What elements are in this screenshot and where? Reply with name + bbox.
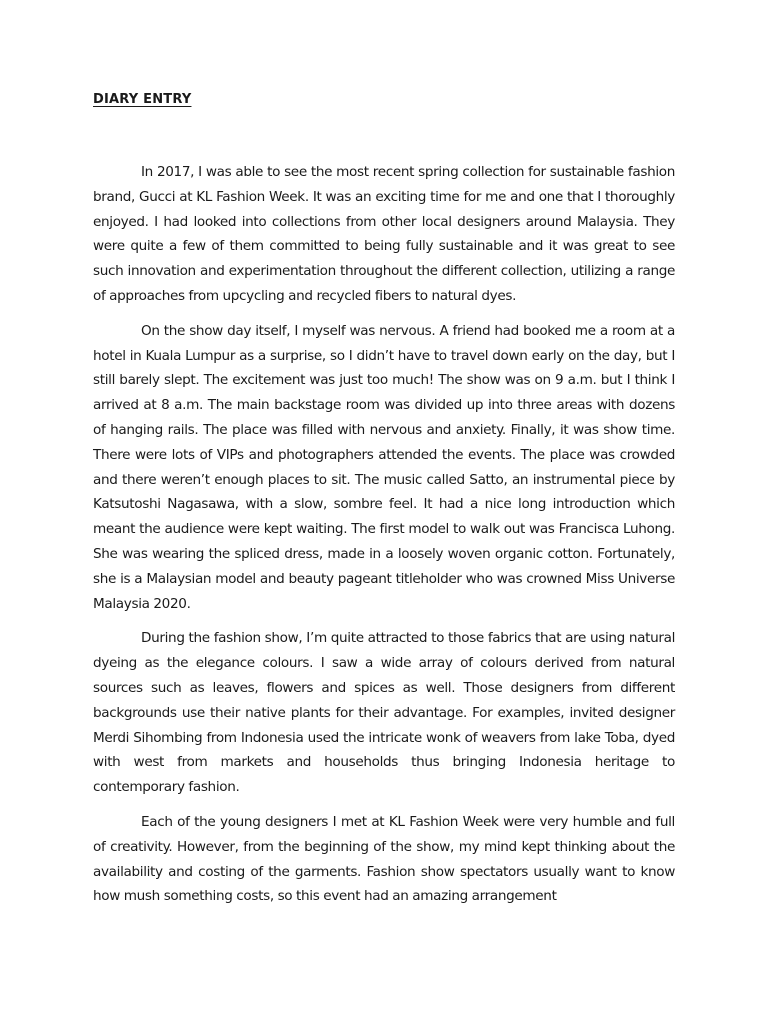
paragraph-2: On the show day itself, I myself was nervous. A friend had booked me a room at a hotel in Kuala Lumpur as a surprise, so I didn’t have to travel down early on the day, but I still barely slept. The excitement was just too much! The show was on 9 a.m. but I think I arrived at 8 a.m. The main backstage room was divided up into three areas with dozens of hanging rails. The place was filled with nervous and anxiety. Finally, it was show time. There were lots of VIPs and photographers attended the events. The place was crowded and there weren’t enough places to sit. The music called Satto, an instrumental piece by Katsutoshi Nagasawa, with a slow, sombre feel. It had a nice long introduction which meant the audience were kept waiting. The first model to walk out was Francisca Luhong. She was wearing the spliced dress, made in a loosely woven organic cotton. Fortunately, she is a Malaysian model and beauty pageant titleholder who was crowned Miss Universe Malaysia 2020.: [93, 322, 675, 612]
paragraph-3: During the fashion show, I’m quite attracted to those fabrics that are using natural dyeing as the elegance colours. I saw a wide array of colours derived from natural sources such as leaves, flowers and spices as well. Those designers from different backgrounds use their native plants for their advantage. For examples, invited designer Merdi Sihombing from Indonesia used the intricate wonk of weavers from lake Toba, dyed with west from markets and households thus bringing Indonesia heritage to contemporary fashion.: [93, 630, 675, 796]
document-body: [93, 88, 675, 909]
paragraph-1: In 2017, I was able to see the most recent spring collection for sustainable fashion brand, Gucci at KL Fashion Week. It was an exciting time for me and one that I thoroughly enjoyed. I had looked into collections from other local designers around Malaysia. They were quite a few of them committed to being fully sustainable and it was great to see such innovation and experimentation throughout the different collection, utilizing a range of approaches from upcycling and recycled fibers to natural dyes.: [93, 164, 675, 304]
document-title: DIARY ENTRY: [93, 92, 192, 107]
paragraph-4: Each of the young designers I met at KL Fashion Week were very humble and full of creativity. However, from the beginning of the show, my mind kept thinking about the availability and costing of the garments. Fashion show spectators usually want to know how mush something costs, so this event had an amazing arrangement: [93, 813, 675, 905]
